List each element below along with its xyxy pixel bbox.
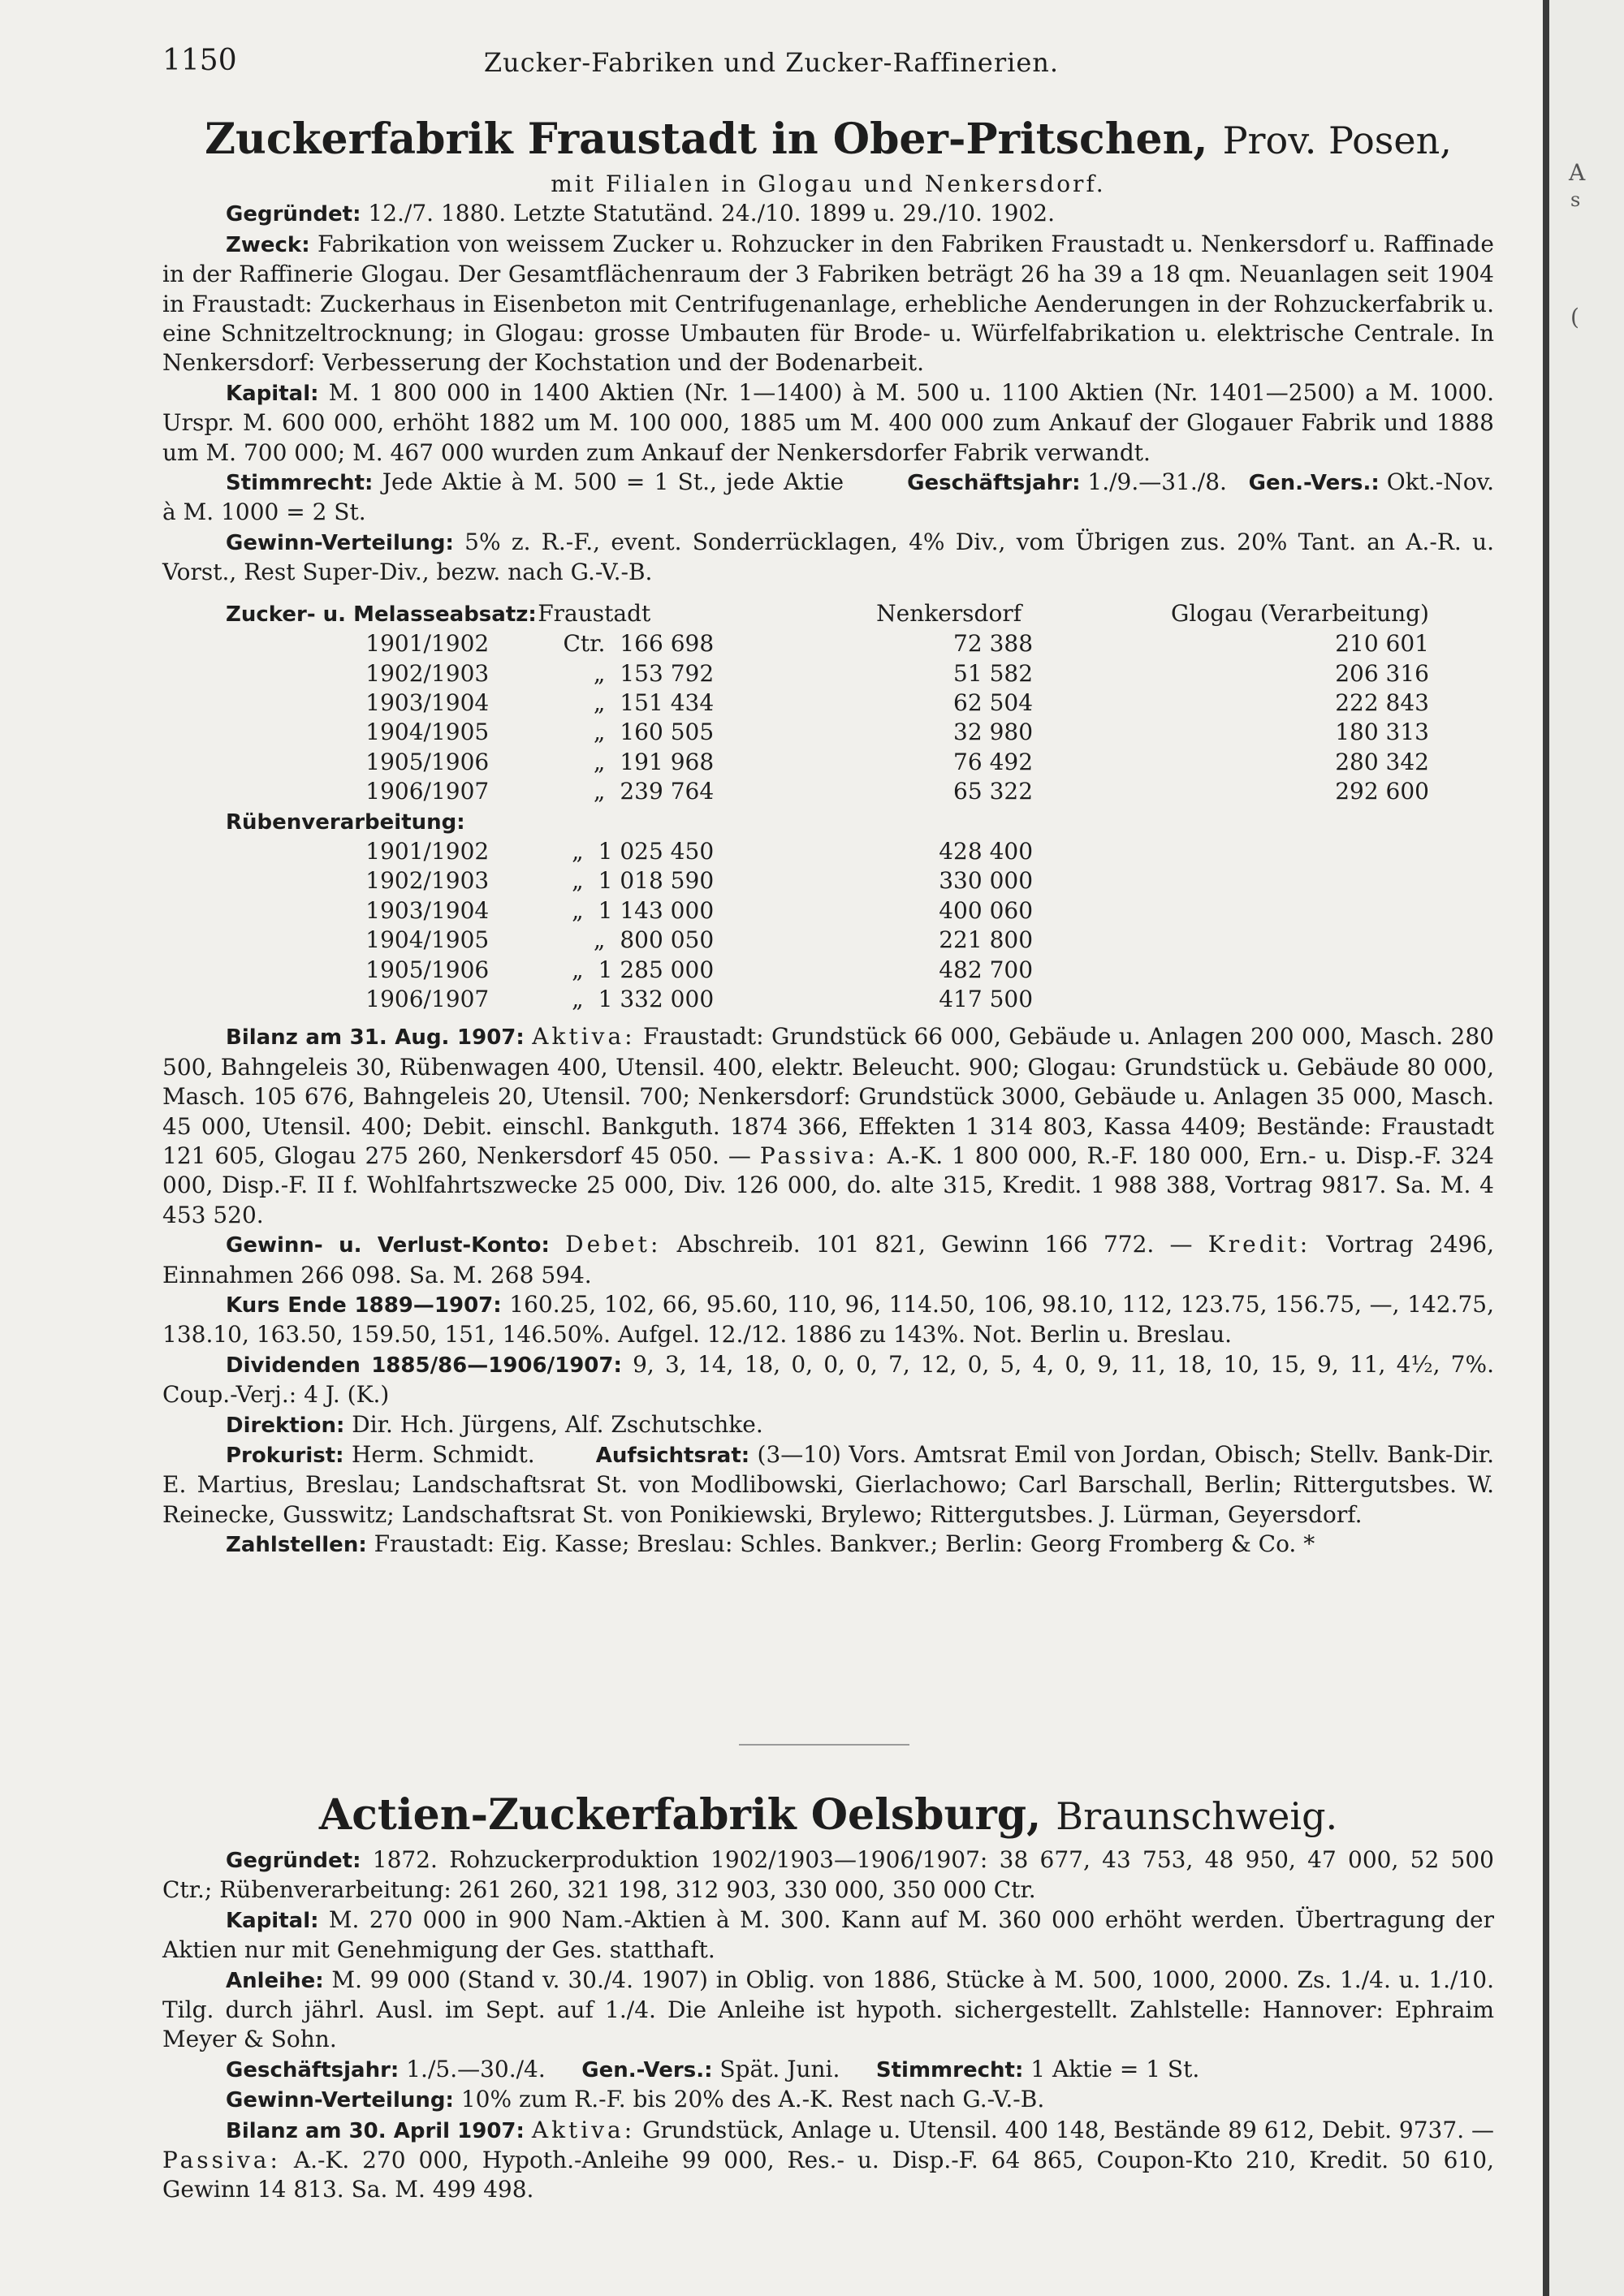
ditto-mark: „ [593, 688, 606, 716]
table-cell: 1902/1903 [365, 867, 490, 895]
table-cell: 1901/1902 [365, 837, 490, 865]
field-text: Fraustadt: Eig. Kasse; Breslau: Schles. Bankver.; Berlin: Georg Fromberg & Co. * [374, 1530, 1315, 1558]
table-cell: 428 400 [939, 837, 1034, 865]
field-text: Abschreib. 101 821, Gewinn 166 772. — [676, 1231, 1193, 1258]
page-number: 1150 [162, 44, 237, 77]
field-text: 9, 3, 14, 18, 0, 0, 0, 7, 12, 0, 5, 4, 0, 9, 11, 18, 10, 15, 9, 11, 4½, 7%. Coup.-Verj.: 4 J. (K.) [162, 1350, 1495, 1409]
aktiva-word: Aktiva: [532, 1023, 636, 1051]
company-title [162, 1786, 1494, 1845]
field-label: Gewinn- u. Verlust-Konto: [226, 1233, 550, 1258]
company-name: Actien-Zuckerfabrik Oelsburg, [318, 1790, 1042, 1840]
table-row [162, 837, 1494, 866]
table-cell: 330 000 [939, 867, 1034, 895]
margin-mark: ( [1570, 304, 1579, 330]
field-label: Zahlstellen: [226, 1533, 367, 1558]
field-label: Geschäftsjahr: [907, 471, 1081, 496]
field-label: Gegründet: [226, 202, 361, 227]
table-cell: 1904/1905 [365, 926, 490, 954]
field-text: 12./7. 1880. Letzte Statutänd. 24./10. 1899 u. 29./10. 1902. [368, 200, 1055, 227]
prokurist-paragraph [162, 1440, 1494, 1530]
zweck-paragraph [162, 230, 1494, 378]
field-text: 10% zum R.-F. bis 20% des A.-K. Rest nach G.-V.-B. [460, 2086, 1045, 2113]
table-header-row [162, 599, 1494, 629]
ditto-mark: „ [593, 748, 606, 775]
table-row [162, 956, 1494, 985]
kredit-word: Kredit: [1207, 1231, 1311, 1258]
passiva-word: Passiva: [759, 1142, 879, 1169]
field-label: Gen.-Vers.: [581, 2057, 713, 2082]
field-label: Kapital: [226, 381, 319, 406]
cell-value: 239 764 [620, 778, 715, 805]
table-cell: 1905/1906 [365, 748, 490, 775]
section-divider [739, 1744, 909, 1746]
page-edge-rule [1543, 0, 1549, 2296]
passiva-word: Passiva: [162, 2147, 281, 2174]
field-label: Kapital: [226, 1908, 319, 1933]
table-row [162, 659, 1494, 688]
company-title [162, 110, 1494, 170]
ditto-mark: „ [572, 956, 584, 983]
company-entry-oelsburg [162, 1786, 1494, 2205]
field-text: 1872. Rohzuckerproduktion 1902/1903—1906/1907: 38 677, 43 753, 48 950, 47 000, 52 500 Ctr.; Rübenverarbeitung: 261 260, 321 198, 312 903, 330 000, 350 000 Ctr. [162, 1846, 1495, 1904]
table-cell [1114, 866, 1494, 896]
table-cell: 417 500 [939, 985, 1034, 1012]
ditto-mark: „ [572, 985, 584, 1012]
table-cell [538, 629, 811, 658]
field-text: 1./5.—30./4. [406, 2055, 546, 2082]
field-text: M. 99 000 (Stand v. 30./4. 1907) in Oblig. von 1886, Stücke à M. 500, 1000, 2000. Zs. 1./4. u. 1./10. Tilg. durch jährl. Ausl. im Sept. auf 1./4. Die Anleihe ist hypoth. sichergestellt. Zahlstelle: Hannover: Ephraim Meyer & Sohn. [162, 1966, 1494, 2053]
table-row [162, 985, 1494, 1014]
cell-value: 153 792 [620, 659, 715, 687]
field-text: A.-K. 270 000, Hypoth.-Anleihe 99 000, Res.- u. Disp.-F. 64 865, Coupon-Kto 210, Kredit. 50 610, Gewinn 14 813. Sa. M. 499 498. [162, 2147, 1494, 2203]
table-row [162, 629, 1494, 658]
table-cell: 400 060 [939, 896, 1034, 924]
table-row [162, 896, 1494, 926]
table-cell: 1903/1904 [365, 896, 490, 924]
table-cell [1114, 926, 1494, 955]
dividenden-paragraph [162, 1350, 1494, 1410]
company-name: Zuckerfabrik Fraustadt in Ober-Pritschen, [205, 114, 1208, 164]
table-cell [538, 985, 811, 1014]
table-cell [538, 956, 811, 985]
bilanz-paragraph [162, 1022, 1494, 1230]
page-header [0, 39, 1543, 80]
table-row [162, 718, 1494, 747]
table-cell [1114, 837, 1494, 866]
field-label: Gewinn-Verteilung: [226, 530, 454, 555]
table-cell: 1906/1907 [365, 778, 490, 805]
table-cell [538, 659, 811, 688]
table-cell: 72 388 [953, 630, 1034, 658]
table-cell: 180 313 [1335, 719, 1429, 746]
table-cell [538, 718, 811, 747]
field-text: Fraustadt: Grundstück 66 000, Gebäude u. Anlagen 200 000, Masch. 280 500, Bahngeleis 30, Rübenwagen 400, Utensil. 400, elektr. Beleucht. 900; Glogau: Grundstück u. Gebäude 80 000, Masch. 105 676, Bahngeleis 20, Utensil. 700; Nenkersdorf: Grundstück 3000, Gebäude u. Anlagen 35 000, Masch. 45 000, Utensil. 400; Debit. einschl. Bankguth. 1874 366, Effekten 1 314 803, Kassa 4409; Bestände: Fraustadt 121 605, Glogau 275 260, Nenkersdorf 45 050. — [162, 1023, 1494, 1169]
gegruendet-paragraph [162, 199, 1494, 229]
table-row [162, 777, 1494, 806]
ditto-mark: „ [593, 719, 606, 746]
column-header: Fraustadt [538, 600, 651, 628]
table-cell [1114, 985, 1494, 1014]
field-text: (3—10) Vors. Amtsrat Emil von Jordan, Obisch; Stellv. Bank-Dir. E. Martius, Breslau; Landschaftsrat St. von Modlibowski, Gierlachowo; Carl Barschall, Berlin; Rittergutsbes. W. Reinecke, Gusswitz; Landschaftsrat St. von Ponikiewski, Brylewo; Rittergutsbes. J. Lürman, Geyersdorf. [162, 1441, 1494, 1528]
field-text: 1 Aktie = 1 St. [1030, 2055, 1200, 2082]
margin-mark: s [1570, 188, 1581, 211]
table-heading: Zucker- u. Melasseabsatz: [226, 602, 537, 627]
field-label: Stimmrecht: [226, 471, 374, 496]
table-cell [538, 777, 811, 806]
company-location: Braunschweig. [1056, 1794, 1338, 1838]
table-cell: 210 601 [1335, 630, 1429, 658]
table-row [162, 748, 1494, 777]
table-cell: 51 582 [953, 659, 1034, 687]
field-label: Bilanz am 30. April 1907: [226, 2118, 525, 2143]
production-table [162, 599, 1494, 1015]
column-header: Glogau (Verarbeitung) [1171, 600, 1429, 628]
running-title: Zucker-Fabriken und Zucker-Raffinerien. [483, 47, 1060, 78]
field-text: Fabrikation von weissem Zucker u. Rohzucker in den Fabriken Fraustadt u. Nenkersdorf u. Raffinade in der Raffinerie Glogau. Der Gesamtflächenraum der 3 Fabriken beträgt 26 ha 39 a 18 qm. Neuanlagen seit 1904 in Fraustadt: Zuckerhaus in Eisenbeton mit Centrifugenanlage, erhebliche Aenderungen in der Rohzuckerfabrik u. eine Schnitzeltrocknung; in Glogau: grosse Umbauten für Brode- u. Würfelfabrikation u. elektrische Centrale. In Nenkersdorf: Verbesserung der Kochstation und der Bodenarbeit. [162, 230, 1494, 377]
field-label: Aufsichtsrat: [595, 1444, 750, 1469]
field-text: Jede Aktie à M. 500 = 1 St., jede Aktie à M. 1000 = 2 St. [162, 468, 844, 526]
field-label: Direktion: [226, 1413, 345, 1438]
ditto-mark: „ [572, 896, 584, 924]
table-cell: 1904/1905 [365, 719, 490, 746]
table-cell: 1901/1902 [365, 630, 490, 658]
column-header: Nenkersdorf [876, 600, 1022, 628]
gewinn-paragraph [162, 528, 1494, 588]
field-label: Kurs Ende 1889—1907: [226, 1293, 502, 1318]
table-cell [1114, 956, 1494, 985]
zahlstellen-paragraph [162, 1530, 1494, 1560]
direktion-paragraph [162, 1410, 1494, 1440]
field-text: 5% z. R.-F., event. Sonderrücklagen, 4% Div., vom Übrigen zus. 20% Tant. an A.-R. u. Vorst., Rest Super-Div., bezw. nach G.-V.-B. [162, 528, 1495, 586]
cell-value: 1 332 000 [598, 985, 715, 1012]
field-text: Spät. Juni. [719, 2055, 840, 2082]
table-cell [538, 748, 811, 777]
cell-value: 800 050 [620, 926, 715, 954]
field-text: M. 270 000 in 900 Nam.-Aktien à M. 300. Kann auf M. 360 000 erhöht werden. Übertragung der Aktien nur mit Genehmigung der Ges. statthaft. [162, 1905, 1494, 1964]
gegruendet-paragraph [162, 1845, 1494, 1905]
table-cell: 482 700 [939, 956, 1034, 983]
company-entry-fraustadt [162, 110, 1494, 1560]
table-cell: 221 800 [939, 926, 1034, 954]
field-text: Dir. Hch. Jürgens, Alf. Zschutschke. [352, 1410, 763, 1438]
field-text: M. 1 800 000 in 1400 Aktien (Nr. 1—1400) à M. 500 u. 1100 Aktien (Nr. 1401—2500) a M. 1000. Urspr. M. 600 000, erhöht 1882 um M. 100 000, 1885 um M. 400 000 zum Ankauf der Glogauer Fabrik und 1888 um M. 700 000; M. 467 000 wurden zum Ankauf der Nenkersdorfer Fabrik verwandt. [162, 378, 1494, 466]
kapital-paragraph [162, 1905, 1494, 1966]
margin-mark: A [1569, 159, 1586, 186]
table-cell: 65 322 [953, 778, 1034, 805]
table-cell: 222 843 [1335, 688, 1429, 716]
cell-value: 1 018 590 [598, 867, 715, 895]
debet-word: Debet: [565, 1231, 662, 1258]
table-cell [538, 926, 811, 955]
table-cell [538, 896, 811, 926]
guv-paragraph [162, 1230, 1494, 1290]
field-label: Anleihe: [226, 1968, 324, 1993]
table-cell: 292 600 [1335, 778, 1429, 805]
table-cell: 1903/1904 [365, 688, 490, 716]
table-cell: 206 316 [1335, 659, 1429, 687]
field-label: Stimmrecht: [875, 2057, 1024, 2082]
field-text: Herm. Schmidt. [351, 1441, 535, 1469]
cell-value: 151 434 [620, 688, 715, 716]
ditto-mark: „ [572, 867, 584, 895]
field-label: Gen.-Vers.: [1248, 471, 1380, 496]
ditto-mark: „ [572, 837, 584, 865]
table-row [162, 866, 1494, 896]
table-row [162, 926, 1494, 955]
cell-value: 160 505 [620, 719, 715, 746]
gewinn-paragraph [162, 2085, 1494, 2115]
cell-value: 191 968 [620, 748, 715, 775]
table-cell [538, 837, 811, 866]
aktiva-word: Aktiva: [531, 2116, 636, 2143]
anleihe-paragraph [162, 1966, 1494, 2055]
field-label: Dividenden 1885/86—1906/1907: [226, 1353, 622, 1378]
company-subtitle: mit Filialen in Glogau und Nenkersdorf. [551, 170, 1106, 197]
table-cell [538, 688, 811, 718]
field-text: 1./9.—31./8. [1087, 468, 1227, 496]
table-subheading: Rübenverarbeitung: [226, 809, 465, 835]
cell-value: 1 025 450 [598, 837, 715, 865]
meeting-paragraph [162, 2055, 1494, 2085]
table-cell: 1906/1907 [365, 985, 490, 1012]
ditto-mark: Ctr. [563, 630, 606, 658]
cell-value: 1 143 000 [598, 896, 715, 924]
table-cell: 280 342 [1335, 748, 1429, 775]
cell-value: 1 285 000 [598, 956, 715, 983]
field-text: Grundstück, Anlage u. Utensil. 400 148, Bestände 89 612, Debit. 9737. — [642, 2116, 1495, 2143]
kurs-paragraph [162, 1290, 1494, 1350]
field-label: Bilanz am 31. Aug. 1907: [226, 1025, 525, 1051]
company-location: Prov. Posen, [1222, 119, 1452, 162]
field-text: A.-K. 1 800 000, R.-F. 180 000, Ern.- u. Disp.-F. 324 000, Disp.-F. II f. Wohlfahrtszwecke 25 000, Div. 126 000, do. alte 315, Kredit. 1 988 388, Vortrag 9817. Sa. M. 4 453 520. [162, 1142, 1494, 1228]
field-text: Vortrag 2496, Einnahmen 266 098. Sa. M. 268 594. [162, 1231, 1495, 1288]
table-cell [1114, 896, 1494, 926]
field-label: Gewinn-Verteilung: [226, 2088, 454, 2113]
field-text: Okt.-Nov. [1386, 468, 1494, 496]
field-label: Zweck: [226, 232, 310, 257]
table-cell [538, 866, 811, 896]
table-cell: 1905/1906 [365, 956, 490, 983]
field-text: 160.25, 102, 66, 95.60, 110, 96, 114.50, 106, 98.10, 112, 123.75, 156.75, —, 142.75, 138.10, 163.50, 159.50, 151, 146.50%. Aufgel. 12./12. 1886 zu 143%. Not. Berlin u. Breslau. [162, 1291, 1494, 1349]
table-subheading-row [162, 807, 1494, 837]
table-cell: 1902/1903 [365, 659, 490, 687]
table-cell: 62 504 [953, 688, 1034, 716]
cell-value: 166 698 [620, 630, 715, 658]
table-row [162, 688, 1494, 718]
ditto-mark: „ [593, 778, 606, 805]
ditto-mark: „ [593, 659, 606, 687]
field-label: Gegründet: [226, 1849, 361, 1873]
table-cell: 32 980 [953, 719, 1034, 746]
field-label: Geschäftsjahr: [226, 2057, 400, 2082]
meeting-info [844, 468, 1494, 498]
bilanz-paragraph [162, 2116, 1494, 2205]
ditto-mark: „ [593, 926, 606, 954]
table-cell: 76 492 [953, 748, 1034, 775]
field-label: Prokurist: [226, 1444, 344, 1469]
